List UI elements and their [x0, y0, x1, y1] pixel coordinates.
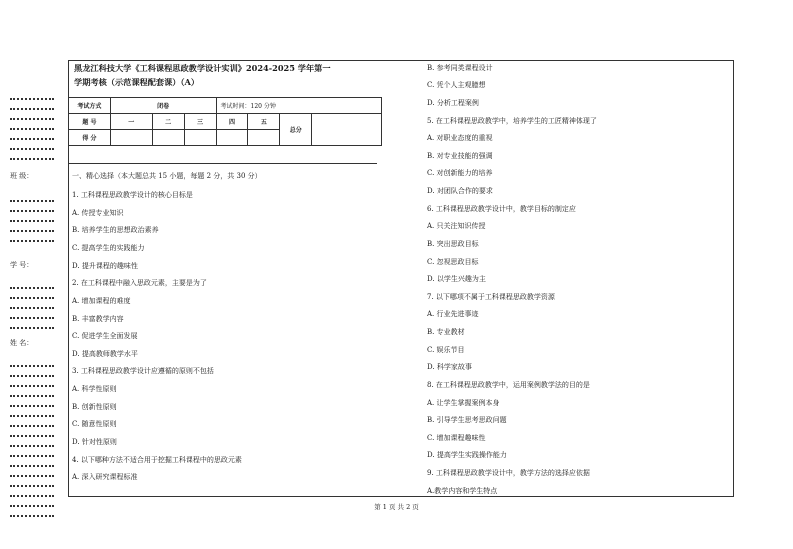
binding-dotted-line	[10, 395, 54, 397]
option-text: A. 只关注知识传授	[427, 222, 486, 230]
option-text: C. 娱乐节目	[427, 346, 465, 354]
option-text: A. 让学生掌握案例本身	[427, 399, 500, 407]
option-text: A. 行业先进事迹	[427, 310, 479, 318]
option-text: B. 突出思政目标	[427, 240, 479, 248]
option-text: A. 增加课程的难度	[72, 297, 131, 305]
question-text: 8. 在工科课程思政教学中，运用案例教学法的目的是	[427, 381, 590, 389]
title-line-2: 学期考核（示范课程配套课）（A）	[74, 77, 200, 87]
option-text: D. 针对性原则	[72, 438, 117, 446]
section-heading: 一、精心选择（本大题总共 15 小题，每题 2 分，共 30 分）	[72, 172, 262, 180]
option-text: B. 引导学生思考思政问题	[427, 416, 507, 424]
option-text: D. 提升课程的趣味性	[72, 262, 138, 270]
binding-dotted-line	[10, 317, 54, 319]
binding-dotted-line	[10, 240, 54, 242]
binding-dotted-line	[10, 465, 54, 467]
class-label: 班 级：	[10, 172, 34, 180]
option-text: C. 随意性原则	[72, 420, 117, 428]
student-id-label: 学 号：	[10, 261, 34, 269]
binding-dotted-line	[10, 495, 54, 497]
option-text: A. 对职业态度的重视	[427, 134, 493, 142]
binding-dotted-line	[10, 307, 54, 309]
binding-dotted-line	[10, 415, 54, 417]
binding-dotted-line	[10, 287, 54, 289]
binding-dotted-line	[10, 435, 54, 437]
question-text: 4. 以下哪种方法不适合用于挖掘工科课程中的思政元素	[72, 456, 242, 464]
question-text: 3. 工科课程思政教学设计应遵循的原则不包括	[72, 367, 214, 375]
option-text: D. 提高学生实践操作能力	[427, 451, 507, 459]
binding-dotted-line	[10, 138, 54, 140]
option-text: C. 提高学生的实践能力	[72, 244, 145, 252]
score-table	[68, 97, 382, 146]
binding-dotted-line	[10, 230, 54, 232]
binding-dotted-line	[10, 108, 54, 110]
option-text: A. 传授专业知识	[72, 209, 124, 217]
binding-dotted-line	[10, 98, 54, 100]
score-cell	[248, 130, 280, 146]
option-text: C. 忽视思政目标	[427, 258, 479, 266]
option-text: B. 丰富教学内容	[72, 315, 124, 323]
option-text: D. 分析工程案例	[427, 99, 479, 107]
question-number-3: 三	[184, 114, 216, 130]
binding-dotted-line	[10, 425, 54, 427]
option-text: C. 对创新能力的培养	[427, 169, 493, 177]
exam-duration: 考试时间：120 分钟	[216, 98, 382, 114]
score-cell	[110, 130, 152, 146]
option-text: A. 深入研究课程标准	[72, 473, 138, 481]
option-text: D. 对团队合作的要求	[427, 187, 493, 195]
title-line-1: 黑龙江科技大学《工科课程思政教学设计实训》2024-2025 学年第一	[74, 63, 331, 73]
score-cell	[184, 130, 216, 146]
binding-dotted-line	[10, 128, 54, 130]
option-text: B. 参考同类课程设计	[427, 64, 493, 72]
option-text: B. 专业教材	[427, 328, 465, 336]
option-text: C. 促进学生全面发展	[72, 332, 138, 340]
binding-dotted-line	[10, 475, 54, 477]
name-label: 姓 名：	[10, 339, 34, 347]
question-text: 6. 工科课程思政教学设计中，教学目标的制定应	[427, 205, 576, 213]
score-cell	[216, 130, 248, 146]
total-score-label: 总分	[280, 114, 312, 146]
option-text: B. 培养学生的思想政治素养	[72, 226, 159, 234]
option-text: D. 提高教师教学水平	[72, 350, 138, 358]
question-number-2: 二	[152, 114, 184, 130]
binding-dotted-line	[10, 200, 54, 202]
option-text: C. 凭个人主观臆想	[427, 81, 486, 89]
binding-dotted-line	[10, 210, 54, 212]
binding-dotted-line	[10, 220, 54, 222]
option-text: A.教学内容和学生特点	[427, 487, 498, 495]
exam-title	[74, 61, 380, 89]
binding-dotted-line	[10, 405, 54, 407]
binding-dotted-line	[10, 297, 54, 299]
question-text: 2. 在工科课程中融入思政元素，主要是为了	[72, 279, 207, 287]
option-text: B. 创新性原则	[72, 403, 117, 411]
binding-dotted-line	[10, 327, 54, 329]
binding-dotted-line	[10, 515, 54, 517]
binding-dotted-line	[10, 385, 54, 387]
binding-dotted-line	[10, 375, 54, 377]
binding-dotted-line	[10, 118, 54, 120]
score-row-label: 得 分	[69, 130, 111, 146]
section-divider	[68, 163, 377, 164]
option-text: B. 对专业技能的强调	[427, 152, 493, 160]
binding-dotted-line	[10, 455, 54, 457]
binding-dotted-line	[10, 148, 54, 150]
binding-dotted-line	[10, 485, 54, 487]
binding-dotted-line	[10, 158, 54, 160]
question-number-1: 一	[110, 114, 152, 130]
question-text: 1. 工科课程思政教学设计的核心目标是	[72, 191, 193, 199]
question-number-4: 四	[216, 114, 248, 130]
question-text: 5. 在工科课程思政教学中，培养学生的工匠精神体现了	[427, 117, 597, 125]
question-number-5: 五	[248, 114, 280, 130]
question-text: 7. 以下哪项不属于工科课程思政教学资源	[427, 293, 555, 301]
question-number-label: 题 号	[69, 114, 111, 130]
page-footer: 第 1 页 共 2 页	[374, 503, 419, 511]
exam-mode-value: 闭卷	[110, 98, 216, 114]
option-text: D. 以学生兴趣为主	[427, 275, 486, 283]
question-text: 9. 工科课程思政教学设计中，教学方法的选择应依据	[427, 469, 590, 477]
option-text: D. 科学家故事	[427, 363, 472, 371]
score-cell	[152, 130, 184, 146]
binding-dotted-line	[10, 445, 54, 447]
total-score-cell	[312, 114, 382, 146]
binding-dotted-line	[10, 365, 54, 367]
exam-mode-label: 考试方式	[69, 98, 111, 114]
option-text: C. 增加课程趣味性	[427, 434, 486, 442]
option-text: A. 科学性原则	[72, 385, 117, 393]
